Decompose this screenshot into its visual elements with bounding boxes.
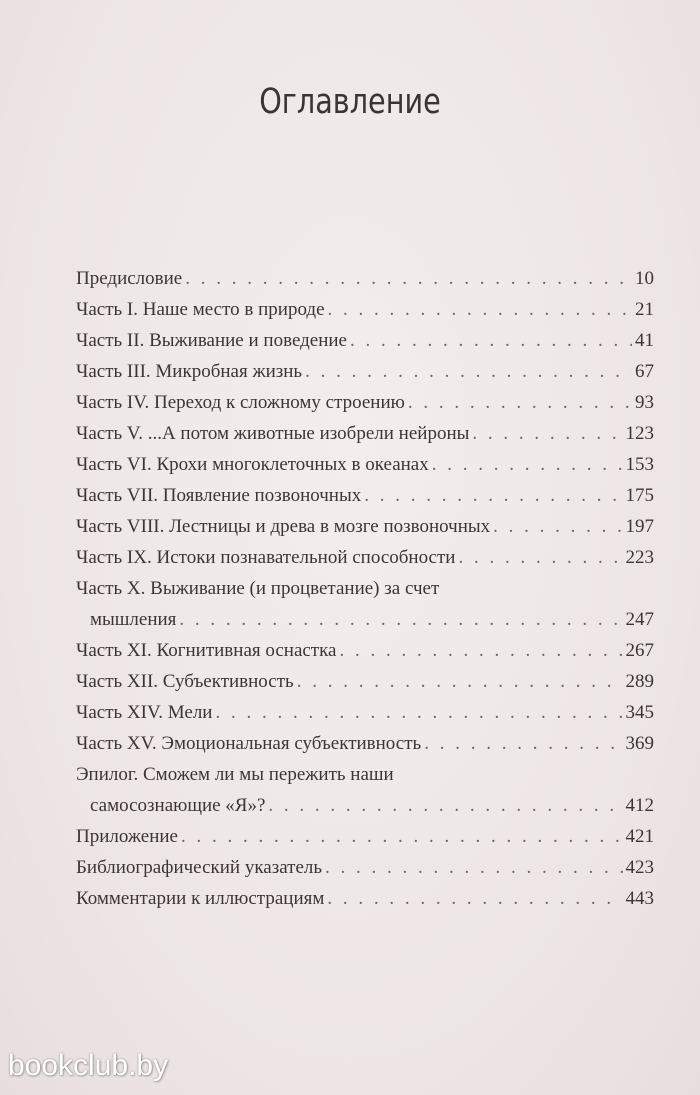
dot-leader — [493, 511, 622, 542]
dot-leader — [325, 852, 622, 883]
toc-entry-part-9 — [76, 542, 654, 573]
toc-entry-preface — [76, 263, 654, 294]
toc-entry-label: Часть VIII. Лестницы и древа в мозге позвоночных — [76, 516, 491, 537]
toc-entry-label: Часть IV. Переход к сложному строению — [76, 392, 405, 413]
toc-entry-label: Приложение — [76, 826, 178, 847]
table-of-contents — [76, 263, 654, 914]
toc-entry-page: 93 — [635, 392, 654, 413]
toc-entry-label: Часть XII. Субъективность — [76, 671, 294, 692]
watermark: bookclub.by — [8, 1049, 169, 1082]
toc-entry-label: Библиографический указатель — [76, 857, 323, 878]
toc-entry-label-line1: Эпилог. Сможем ли мы пережить наши — [76, 764, 394, 785]
toc-entry-part-6 — [76, 449, 654, 480]
page-title: Оглавление — [259, 82, 441, 122]
dot-leader — [350, 325, 632, 356]
toc-entry-label: Предисловие — [76, 268, 183, 289]
toc-entry-label: Часть II. Выживание и поведение — [76, 330, 347, 351]
toc-entry-label: Комментарии к иллюстрациям — [76, 888, 325, 909]
toc-entry-page: 423 — [625, 857, 654, 878]
toc-entry-part-15 — [76, 728, 654, 759]
toc-entry-label: Часть III. Микробная жизнь — [76, 361, 303, 382]
toc-entry-page: 10 — [635, 268, 654, 289]
dot-leader — [458, 542, 622, 573]
toc-entry-page: 175 — [625, 485, 654, 506]
toc-entry-part-11 — [76, 635, 654, 666]
toc-entry-label-line1: Часть X. Выживание (и процветание) за счет — [76, 578, 440, 599]
toc-entry-page: 443 — [625, 888, 654, 909]
dot-leader — [179, 604, 622, 635]
toc-entry-epilogue — [76, 759, 654, 821]
toc-entry-page: 153 — [625, 454, 654, 475]
toc-entry-page: 412 — [625, 795, 654, 816]
toc-entry-part-4 — [76, 387, 654, 418]
toc-entry-label: Часть IX. Истоки познавательной способности — [76, 547, 456, 568]
dot-leader — [472, 418, 622, 449]
toc-entry-page: 267 — [625, 640, 654, 661]
toc-entry-label: Часть V. ...А потом животные изобрели нейроны — [76, 423, 470, 444]
toc-entry-bibliography — [76, 852, 654, 883]
toc-entry-label: Часть XIV. Мели — [76, 702, 213, 723]
toc-entry-appendix — [76, 821, 654, 852]
toc-entry-page: 223 — [625, 547, 654, 568]
dot-leader — [215, 697, 622, 728]
dot-leader — [432, 449, 623, 480]
toc-entry-label: Часть XI. Когнитивная оснастка — [76, 640, 337, 661]
toc-entry-label-line2: мышления — [90, 609, 177, 630]
dot-leader — [424, 728, 622, 759]
toc-entry-part-12 — [76, 666, 654, 697]
toc-entry-page: 345 — [625, 702, 654, 723]
toc-entry-label-line2: самосознающие «Я»? — [90, 795, 266, 816]
toc-entry-part-10 — [76, 573, 654, 635]
dot-leader — [268, 790, 622, 821]
dot-leader — [185, 263, 632, 294]
toc-entry-page: 123 — [625, 423, 654, 444]
dot-leader — [364, 480, 622, 511]
toc-entry-part-5 — [76, 418, 654, 449]
toc-entry-illustration-notes — [76, 883, 654, 914]
dot-leader — [181, 821, 623, 852]
toc-entry-page: 41 — [635, 330, 654, 351]
toc-entry-page: 197 — [625, 516, 654, 537]
dot-leader — [340, 635, 623, 666]
toc-entry-page: 247 — [625, 609, 654, 630]
dot-leader — [408, 387, 632, 418]
dot-leader — [327, 883, 622, 914]
dot-leader — [305, 356, 632, 387]
toc-entry-page: 369 — [625, 733, 654, 754]
toc-entry-part-3 — [76, 356, 654, 387]
toc-entry-label: Часть I. Наше место в природе — [76, 299, 325, 320]
dot-leader — [297, 666, 623, 697]
toc-entry-label: Часть VII. Появление позвоночных — [76, 485, 362, 506]
toc-entry-part-1 — [76, 294, 654, 325]
toc-entry-part-2 — [76, 325, 654, 356]
toc-entry-page: 421 — [625, 826, 654, 847]
toc-entry-page: 21 — [635, 299, 654, 320]
toc-entry-label: Часть XV. Эмоциональная субъективность — [76, 733, 422, 754]
toc-entry-page: 67 — [635, 361, 654, 382]
dot-leader — [328, 294, 632, 325]
toc-entry-label: Часть VI. Крохи многоклеточных в океанах — [76, 454, 429, 475]
toc-entry-part-14 — [76, 697, 654, 728]
toc-entry-part-7 — [76, 480, 654, 511]
toc-entry-page: 289 — [625, 671, 654, 692]
toc-entry-part-8 — [76, 511, 654, 542]
